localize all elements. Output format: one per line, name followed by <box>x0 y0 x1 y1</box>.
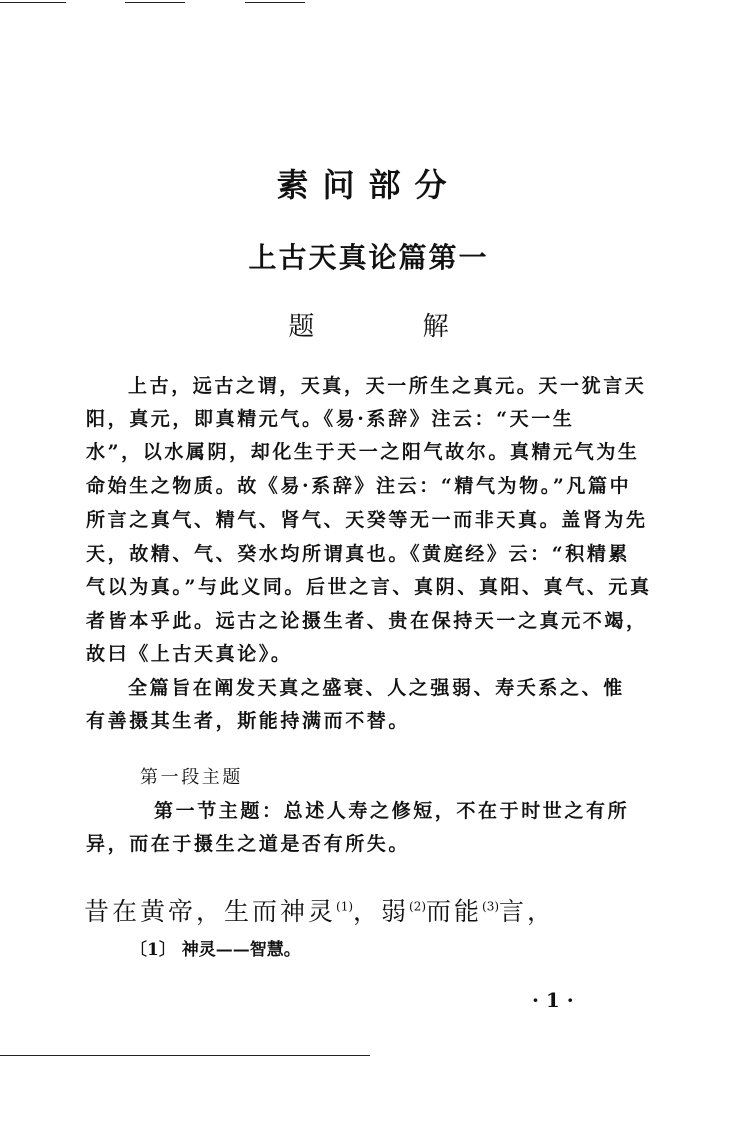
text-part: 言， <box>499 897 556 926</box>
text-line: 水”，以水属阴，却化生于天一之阳气故尔。真精元气为生 <box>86 441 640 463</box>
scan-edge-line <box>0 1055 370 1056</box>
subsection-line: 异，而在于摄生之道是否有所失。 <box>86 833 411 855</box>
note-mark: (1) <box>336 899 354 914</box>
text-line: 阳，真元，即真精元气。《易·系辞》注云：“天一生 <box>86 408 575 430</box>
text-line: 气以为真。”与此义同。后世之言、真阴、真阳、真气、元真 <box>86 576 652 598</box>
text-line: 天，故精、气、癸水均所谓真也。《黄庭经》云：“积精累 <box>86 543 631 565</box>
scan-edge-line <box>125 2 185 3</box>
text-line: 有善摄其生者，斯能持满而不替。 <box>86 710 411 732</box>
scan-edge-line <box>0 2 66 3</box>
scan-edge-line <box>245 2 305 3</box>
subsection-line: 第一节主题：总述人寿之修短，不在于时世之有所 <box>154 800 630 822</box>
text-line: 全篇旨在阐发天真之盛衰、人之强弱、寿夭系之、惟 <box>128 677 625 699</box>
note-mark: (2) <box>409 899 427 914</box>
footnote: 〔1〕 神灵——智慧。 <box>130 940 301 960</box>
text-part: ，弱 <box>353 897 410 926</box>
text-line: 上古，远古之谓，天真，天一所生之真元。天一犹言天 <box>128 375 647 397</box>
text-line: 者皆本乎此。远古之论摄生者、贵在保持天一之真元不竭， <box>86 610 648 632</box>
classic-text-line <box>84 892 555 928</box>
text-line: 命始生之物质。故《易·系辞》注云：“精气为物。”凡篇中 <box>86 475 632 497</box>
subtitle: 题 解 <box>288 312 499 342</box>
text-line: 故曰《上古天真论》。 <box>86 643 293 665</box>
text-part: 昔在黄帝，生而神灵 <box>84 897 337 926</box>
chapter-title: 上古天真论篇第一 <box>248 241 489 274</box>
text-part: 而能 <box>426 897 483 926</box>
note-mark: (3) <box>482 899 500 914</box>
text-line: 所言之真气、精气、肾气、天癸等无一而非天真。盖肾为先 <box>86 509 648 531</box>
section-title: 素问部分 <box>276 166 461 204</box>
section-heading: 第一段主题 <box>140 767 243 788</box>
page-number: · 1 · <box>532 988 574 1012</box>
